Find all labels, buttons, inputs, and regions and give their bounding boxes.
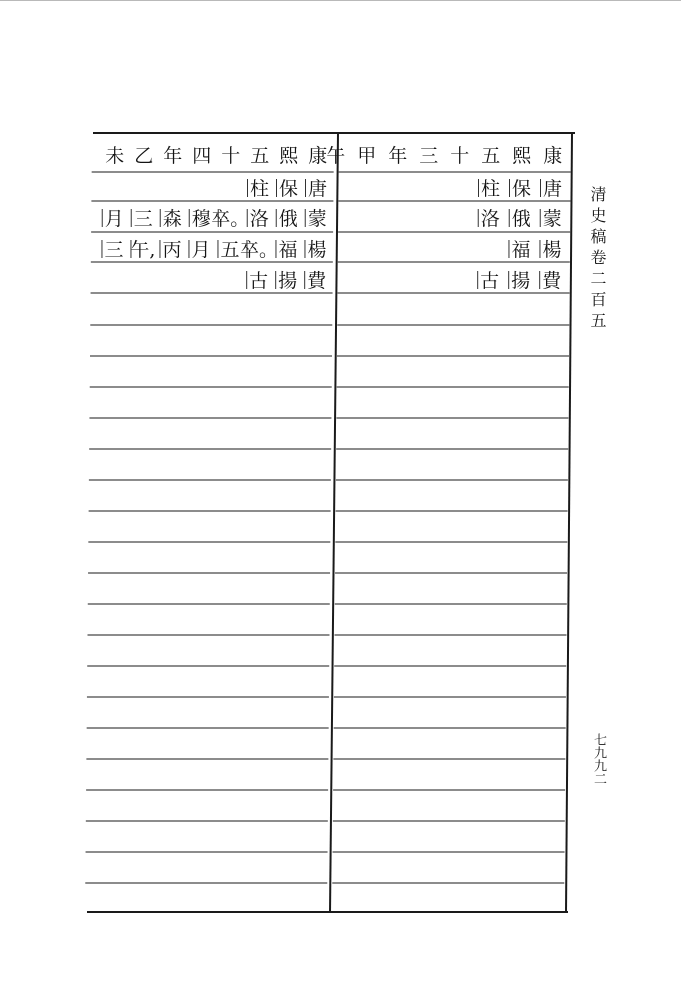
left-cell-char: 五 bbox=[220, 239, 240, 261]
left-cell-char: 楊 bbox=[307, 239, 327, 261]
left-cell-char: 揚 bbox=[278, 270, 298, 292]
left-cell-char: 卒。 bbox=[239, 239, 278, 261]
right-cell-char: 保 bbox=[511, 178, 532, 200]
left-cell-char: 十 bbox=[221, 145, 241, 167]
left-cell-char: 丙 bbox=[162, 239, 182, 261]
right-cell-char: 古 bbox=[480, 270, 500, 292]
left-cell-char: 熙 bbox=[279, 145, 299, 167]
right-cell-char: 俄 bbox=[511, 208, 531, 230]
left-cell-char: 蒙 bbox=[307, 208, 327, 230]
left-cell-char: 穆 bbox=[191, 208, 211, 230]
left-cell-char: 森 bbox=[162, 208, 182, 230]
right-cell-char: 費 bbox=[542, 270, 562, 292]
side-book-title: 清史稿卷二百五 bbox=[588, 186, 607, 333]
table-right-border bbox=[566, 133, 572, 913]
left-cell-char: 保 bbox=[278, 178, 299, 200]
right-cell-char: 柱 bbox=[480, 178, 501, 200]
right-cell-char: 熙 bbox=[512, 145, 532, 167]
left-cell-char: 三 bbox=[133, 208, 153, 230]
left-cell-char: 卒。 bbox=[211, 208, 250, 230]
left-cell-char: 月 bbox=[104, 208, 124, 230]
left-cell-char: 四 bbox=[192, 145, 212, 167]
side-page-number: 七九九二 bbox=[591, 733, 606, 785]
left-cell-char: 月 bbox=[191, 239, 211, 261]
left-cell-char: 乙 bbox=[134, 145, 154, 167]
table-center-divider bbox=[330, 133, 338, 913]
right-cell-char: 十 bbox=[450, 145, 470, 167]
right-cell-char: 五 bbox=[481, 145, 501, 167]
left-cell-char: 午, bbox=[130, 239, 156, 261]
left-cell-char: 俄 bbox=[278, 208, 298, 230]
right-cell-char: 康 bbox=[543, 145, 563, 167]
right-cell-char: 福 bbox=[511, 239, 531, 261]
left-cell-char: 年 bbox=[163, 145, 183, 167]
left-cell-char: 柱 bbox=[249, 178, 270, 200]
left-cell-char: 唐 bbox=[307, 178, 328, 200]
left-cell-char: 洛 bbox=[249, 208, 269, 230]
right-cell-char: 甲 bbox=[357, 145, 377, 167]
left-cell-char: 費 bbox=[307, 270, 327, 292]
right-cell-char: 年 bbox=[388, 145, 408, 167]
right-cell-char: 唐 bbox=[542, 178, 563, 200]
left-cell-char: 康 bbox=[308, 145, 328, 167]
left-cell-char: 五 bbox=[250, 145, 270, 167]
left-cell-char: 未 bbox=[105, 145, 125, 167]
right-cell-char: 午 bbox=[326, 145, 346, 167]
right-cell-char: 三 bbox=[419, 145, 439, 167]
right-cell-char: 揚 bbox=[511, 270, 531, 292]
right-cell-char: 蒙 bbox=[542, 208, 562, 230]
left-cell-char: 三 bbox=[104, 239, 124, 261]
left-cell-char: 古 bbox=[249, 270, 269, 292]
left-cell-char: 福 bbox=[278, 239, 298, 261]
right-cell-char: 洛 bbox=[480, 208, 500, 230]
right-cell-char: 楊 bbox=[542, 239, 562, 261]
